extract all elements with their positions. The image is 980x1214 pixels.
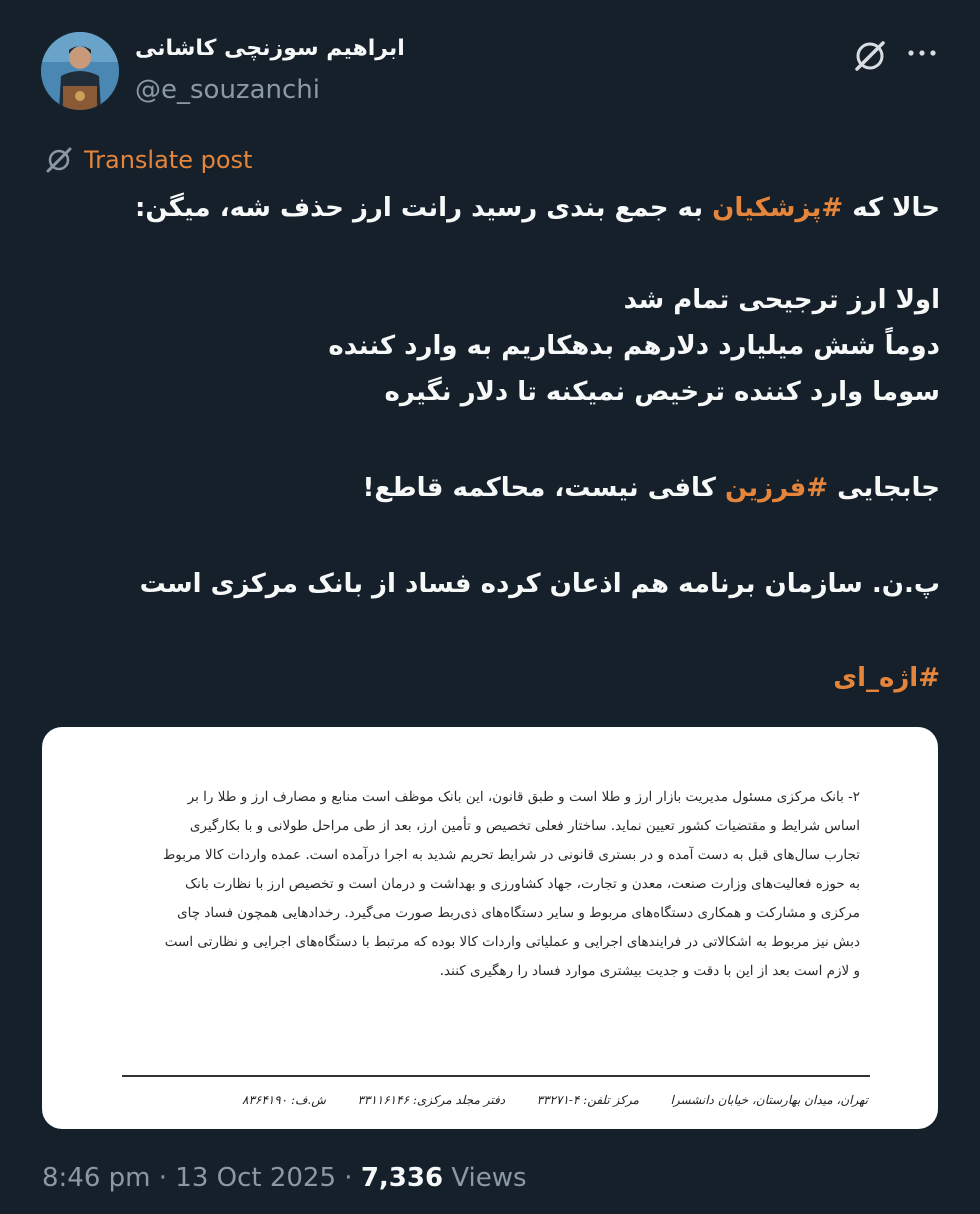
footer-office-phone: دفتر مجلد مرکزی: ۳۳۱۱۶۱۴۶: [357, 1093, 506, 1107]
footer-central-phone: مرکز تلفن: ۴-۳۳۲۷۱: [536, 1093, 639, 1107]
author-display-name[interactable]: ابراهیم سوزنچی کاشانی: [135, 36, 405, 61]
hashtag-link[interactable]: #اژه_ای: [833, 663, 940, 693]
post-date[interactable]: 13 Oct 2025: [175, 1163, 337, 1193]
document-line: ۲- بانک مرکزی مسئول مدیریت بازار ارز و طلا است و طبق قانون، این بانک موظف است منابع و مصارف ارز و طلا را بر: [187, 789, 860, 805]
hashtag-link[interactable]: #فرزین: [724, 473, 829, 503]
views-count: 7,336: [360, 1163, 444, 1193]
tweet-line: [833, 656, 940, 700]
author-handle[interactable]: @e_souzanchi: [135, 75, 320, 105]
tweet-text-segment: به جمع بندی رسید رانت ارز حذف شه، میگن:: [135, 193, 713, 223]
footer-address: تهران، میدان بهارستان، خیابان دانشسرا: [670, 1093, 868, 1107]
document-text: [115, 783, 860, 986]
post-time[interactable]: 8:46 pm: [42, 1163, 151, 1193]
translate-icon: [44, 145, 74, 175]
translate-post-label: Translate post: [84, 146, 253, 174]
tweet-line: پ.ن. سازمان برنامه هم اذعان کرده فساد از بانک مرکزی است: [139, 569, 940, 599]
attached-document-image[interactable]: [42, 727, 938, 1129]
tweet-line: دوماً شش میلیارد دلارهم بدهکاریم به وارد کننده: [328, 331, 940, 361]
translate-post-button[interactable]: [44, 143, 252, 177]
author-avatar[interactable]: [41, 32, 119, 110]
tweet-line: [363, 466, 940, 510]
document-line: مرکزی و مشارکت و همکاری دستگاه‌های مربوط و سایر دستگاه‌های ذی‌ربط صورت می‌گیرد. رخدادهایی همچون فساد چای: [177, 905, 860, 921]
hashtag-link[interactable]: #پزشکیان: [712, 193, 844, 223]
tweet-text-segment: حالا که: [843, 193, 940, 223]
footer-fax: ش.ف: ۸۳۶۴۱۹۰: [242, 1093, 326, 1107]
document-line: اساس شرایط و مقتضیات کشور تعیین نماید. ساختار فعلی تخصیص و تأمین ارز، بعد از طی مراحل طولانی و با بکارگیری: [189, 818, 860, 834]
views-label: Views: [451, 1163, 527, 1193]
tweet-line: سوما وارد کننده ترخیص نمیکنه تا دلار نگیره: [384, 377, 940, 407]
grok-icon[interactable]: [850, 36, 890, 76]
tweet-line: [135, 186, 940, 230]
document-footer-rule: [122, 1075, 870, 1077]
tweet-text-segment: جابجایی: [828, 473, 940, 503]
document-footer: [242, 1093, 868, 1107]
tweet-text-segment: کافی نیست، محاکمه قاطع!: [362, 473, 725, 503]
separator-dot: ·: [344, 1163, 361, 1193]
more-icon[interactable]: [902, 36, 942, 76]
tweet-header: [0, 0, 980, 130]
tweet-meta: [42, 1163, 527, 1193]
separator-dot: ·: [158, 1163, 176, 1193]
document-line: تجارب سال‌های قبل به دست آمده و در بستری قانونی در شرایط تحریم شدید به اجرا درآمده است. عمده واردات کالا مربوط: [162, 847, 860, 863]
avatar-image: [41, 32, 119, 110]
document-line: به حوزه فعالیت‌های وزارت صنعت، معدن و تجارت، جهاد کشاورزی و بهداشت و درمان است و تخصیص ارز با نظارت بانک: [185, 876, 860, 892]
document-line: و لازم است بعد از این با دقت و جدیت بیشتری موارد فساد را رهگیری کنند.: [439, 963, 860, 979]
document-line: دبش نیز مربوط به اشکالاتی در فرایندهای اجرایی و عملیاتی واردات کالا بوده که مرتبط با دستگاه‌های اجرایی و نظارتی است: [164, 934, 860, 950]
tweet-line: اولا ارز ترجیحی تمام شد: [623, 285, 940, 315]
